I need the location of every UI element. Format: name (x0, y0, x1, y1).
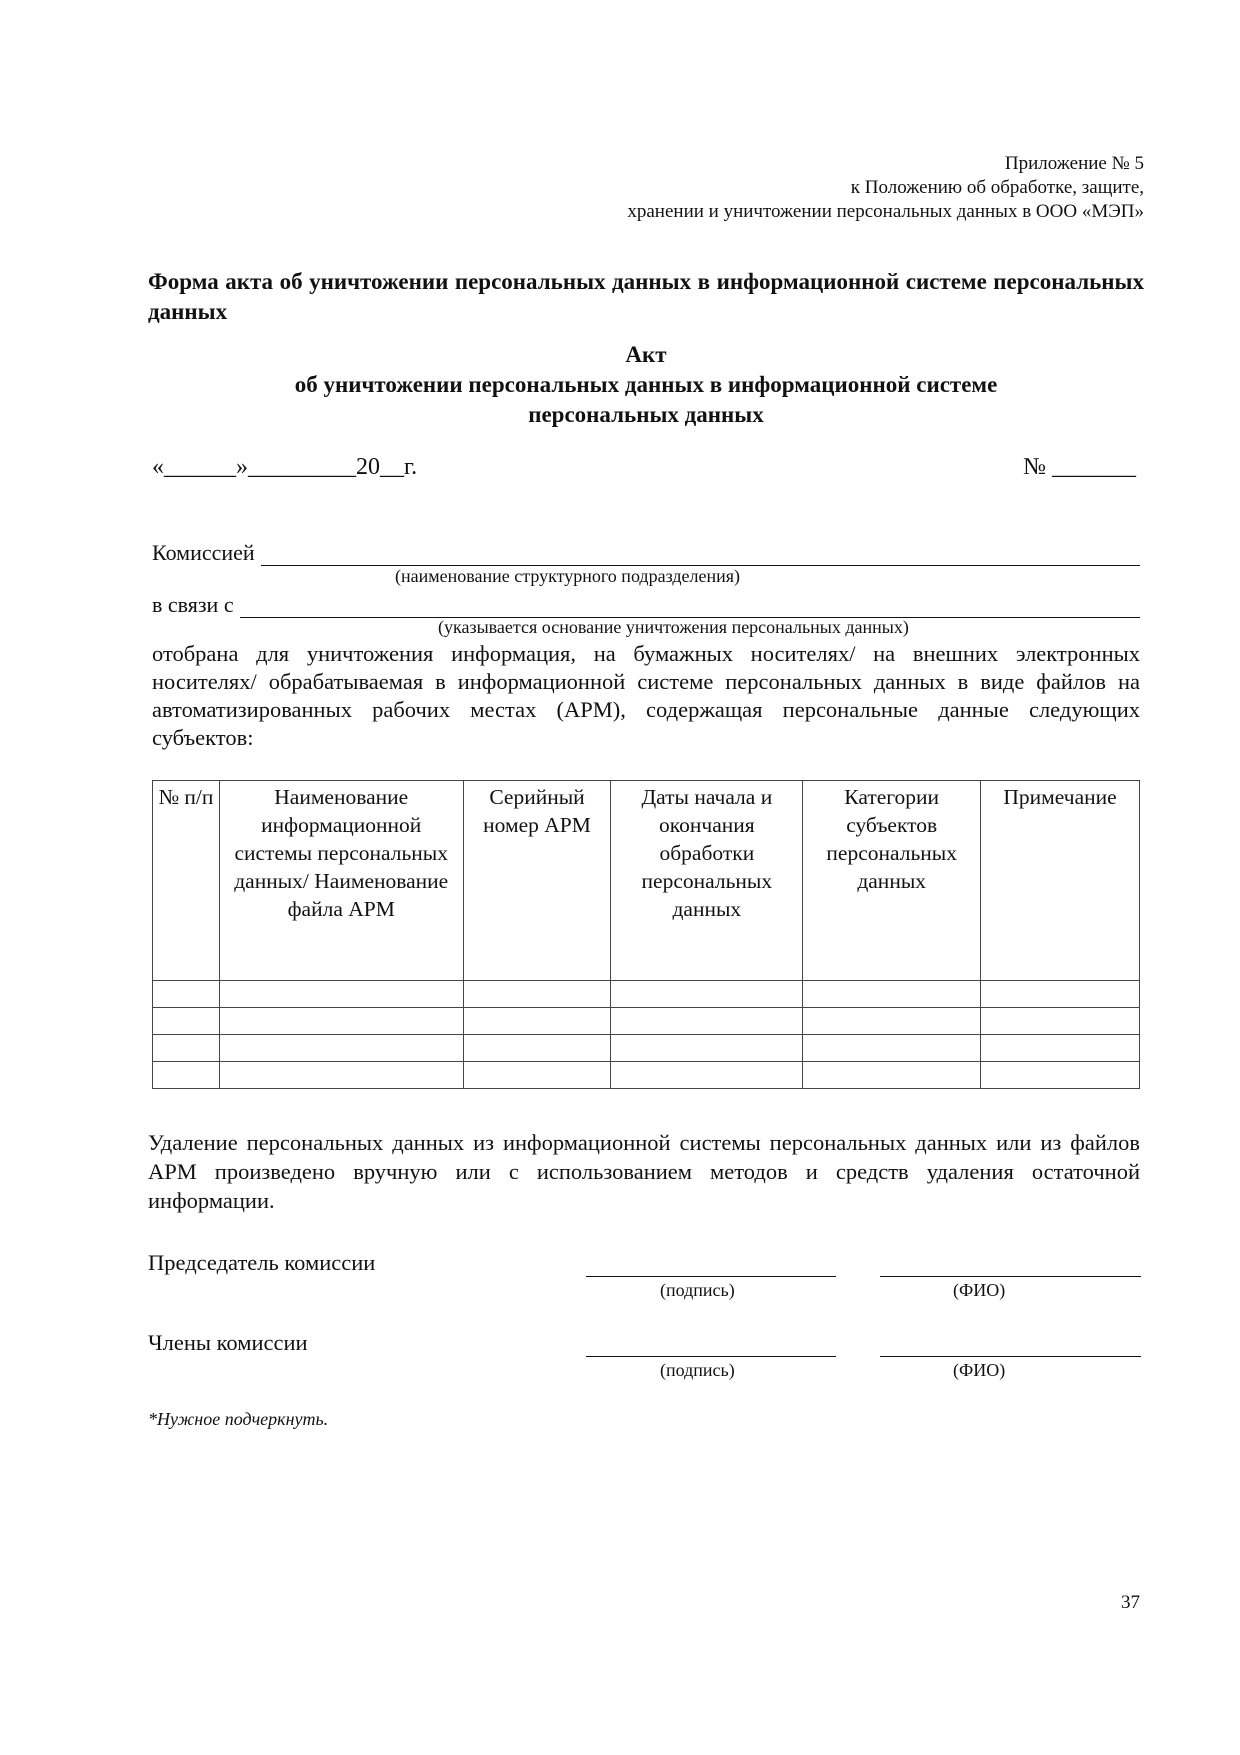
chairman-name-line (880, 1276, 1141, 1277)
members-signature-line (586, 1356, 836, 1357)
chairman-signature-caption: (подпись) (660, 1280, 735, 1300)
table-cell (803, 1062, 981, 1089)
table-cell (219, 1008, 463, 1035)
act-number-line: № _______ (1023, 454, 1136, 480)
table-cell (463, 1035, 611, 1062)
footnote: *Нужное подчеркнуть. (148, 1409, 329, 1429)
header-number: № п/п (153, 781, 220, 981)
table-row (153, 1035, 1140, 1062)
members-name-caption: (ФИО) (953, 1360, 1006, 1380)
members-name-line (880, 1356, 1141, 1357)
table-cell (463, 1008, 611, 1035)
members-label: Члены комиссии (148, 1330, 308, 1355)
table-cell (981, 1062, 1140, 1089)
table-cell (981, 1035, 1140, 1062)
header-subject-categories: Категории субъектов персональных данных (803, 781, 981, 981)
deletion-paragraph: Удаление персональных данных из информационной системы персональных данных или из файлов АРМ произведено вручную или с использованием методов и средств удаления остаточной информации. (148, 1130, 1140, 1213)
table-header-row (153, 781, 1140, 981)
appendix-line-3: хранении и уничтожении персональных данных в ООО «МЭП» (627, 201, 1144, 222)
table-cell (463, 981, 611, 1008)
act-heading (148, 340, 1144, 430)
act-subtitle-line-1: об уничтожении персональных данных в информационной системе (294, 372, 998, 397)
table-cell (981, 981, 1140, 1008)
table-cell (153, 981, 220, 1008)
table-row (153, 981, 1140, 1008)
commission-field (152, 540, 1140, 566)
table-cell (153, 1008, 220, 1035)
table-cell (803, 1035, 981, 1062)
act-date-line: «______»_________20__г. (152, 454, 418, 480)
reason-fill-line (240, 595, 1140, 618)
header-note: Примечание (981, 781, 1140, 981)
chairman-name-caption: (ФИО) (953, 1280, 1006, 1300)
act-title: Акт (625, 342, 667, 367)
reason-field (152, 592, 1140, 618)
table-cell (803, 1008, 981, 1035)
appendix-line-2: к Положению об обработке, защите, (850, 177, 1144, 198)
table-cell (463, 1062, 611, 1089)
body-paragraph: отобрана для уничтожения информация, на бумажных носителях/ на внешних электронных носителях/ обрабатываемая в информационной системе персональных данных в виде файлов на автоматизированных рабочих местах (АРМ), содержащая персональные данные следующих субъектов: (152, 641, 1140, 750)
page-number: 37 (1121, 1592, 1140, 1613)
reason-caption: (указывается основание уничтожения персональных данных) (438, 617, 909, 637)
chairman-signature-line (586, 1276, 836, 1277)
table-cell (981, 1008, 1140, 1035)
table-cell (611, 1035, 803, 1062)
header-serial-number: Серийный номер АРМ (463, 781, 611, 981)
table-cell (611, 1062, 803, 1089)
commission-label: Комиссией (152, 540, 255, 565)
appendix-line-1: Приложение № 5 (1004, 153, 1144, 174)
table-cell (803, 981, 981, 1008)
commission-fill-line (261, 543, 1140, 566)
chairman-label: Председатель комиссии (148, 1250, 376, 1275)
table-cell (219, 1035, 463, 1062)
header-processing-dates: Даты начала и окончания обработки персональных данных (611, 781, 803, 981)
table-body (153, 981, 1140, 1089)
table-cell (153, 1035, 220, 1062)
form-title: Форма акта об уничтожении персональных данных в информационной системе персональных данных (148, 269, 1144, 324)
reason-label: в связи с (152, 592, 234, 617)
table-row (153, 1062, 1140, 1089)
act-subtitle-line-2: персональных данных (528, 402, 764, 427)
table-cell (219, 981, 463, 1008)
table-row (153, 1008, 1140, 1035)
commission-caption: (наименование структурного подразделения) (395, 566, 741, 586)
table-cell (611, 981, 803, 1008)
appendix-reference (627, 152, 1144, 224)
table-cell (153, 1062, 220, 1089)
table-cell (611, 1008, 803, 1035)
table-cell (219, 1062, 463, 1089)
header-system-name: Наименование информационной системы персональных данных/ Наименование файла АРМ (219, 781, 463, 981)
members-signature-caption: (подпись) (660, 1360, 735, 1380)
subjects-table (152, 780, 1140, 1089)
